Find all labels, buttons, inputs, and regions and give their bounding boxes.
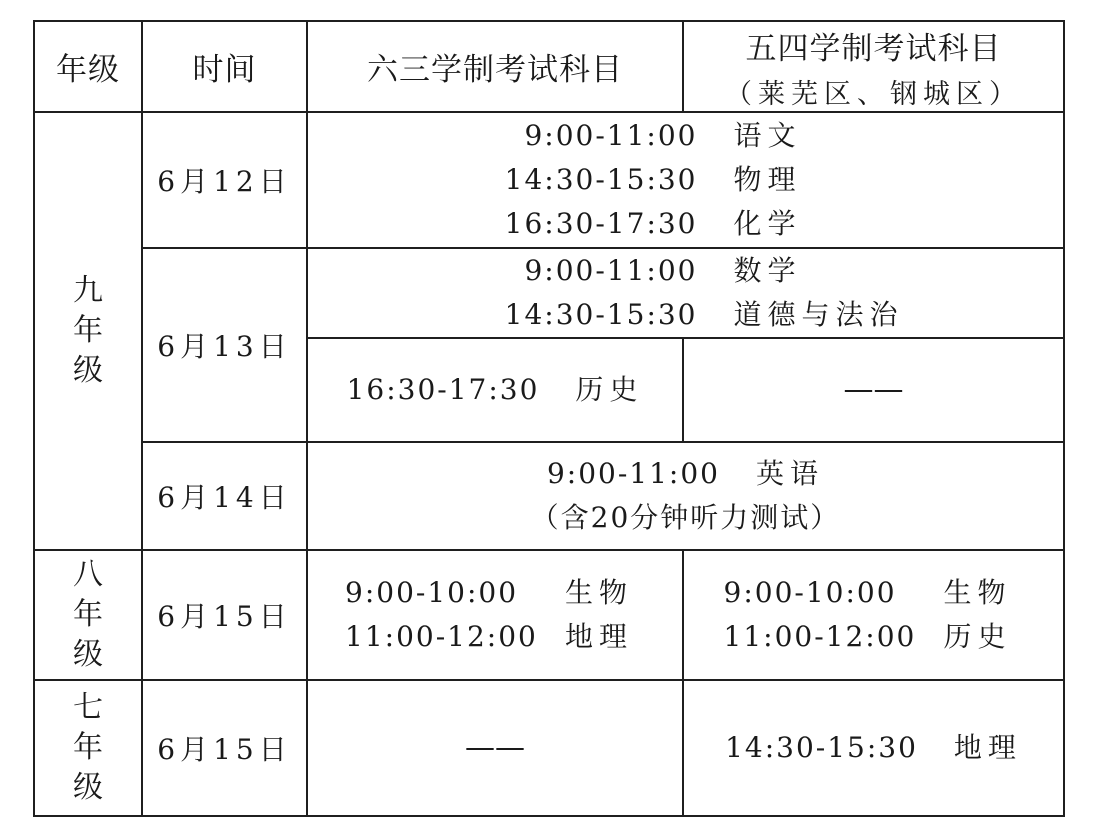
exam-time: 9:00-10:00 xyxy=(345,576,519,609)
date-cell: 6月12日 xyxy=(142,112,307,248)
grade-char: 级 xyxy=(73,770,103,805)
schedule-line xyxy=(308,202,1063,246)
grade-char: 七 xyxy=(73,690,103,725)
five-four-subject-cell xyxy=(683,550,1064,680)
exam-time: 16:30-17:30 xyxy=(346,373,540,406)
header-six-three: 六三学制考试科目 xyxy=(307,21,683,112)
six-three-subject-cell xyxy=(307,550,683,680)
grade-seven-cell xyxy=(34,680,142,816)
date-cell: 6月15日 xyxy=(142,550,307,680)
schedule-line xyxy=(308,368,682,412)
exam-subject: 物理 xyxy=(733,163,802,196)
exam-time: 16:30-17:30 xyxy=(504,207,698,240)
exam-time: 9:00-10:00 xyxy=(723,576,897,609)
exam-subject: 数学 xyxy=(733,254,802,287)
exam-schedule xyxy=(33,20,1065,817)
exam-time: 14:30-15:30 xyxy=(725,731,918,764)
schedule-line xyxy=(684,615,1063,659)
exam-note: （含20分钟听力测试） xyxy=(530,501,841,534)
exam-time: 9:00-11:00 xyxy=(524,254,698,287)
schedule-line xyxy=(308,249,1063,293)
five-four-subject-cell xyxy=(683,680,1064,816)
grade-char: 级 xyxy=(73,353,103,388)
date-cell: 6月15日 xyxy=(142,680,307,816)
exam-subject: 道德与法治 xyxy=(733,298,904,331)
table-row xyxy=(34,680,1064,816)
schedule-line xyxy=(308,114,1063,158)
six-three-subject-cell xyxy=(307,338,683,442)
shared-subject-cell xyxy=(307,248,1064,338)
table-row xyxy=(34,248,1064,338)
grade-char: 年 xyxy=(73,597,103,632)
grade-eight-cell xyxy=(34,550,142,680)
header-grade: 年级 xyxy=(34,21,142,112)
six-three-empty-cell: —— xyxy=(307,680,683,816)
schedule-line xyxy=(308,571,682,615)
five-four-empty-cell: —— xyxy=(683,338,1064,442)
header-time: 时间 xyxy=(142,21,307,112)
exam-subject: 历史 xyxy=(943,620,1012,653)
schedule-line xyxy=(308,158,1063,202)
exam-subject: 地理 xyxy=(953,731,1022,764)
exam-subject: 历史 xyxy=(575,373,644,406)
schedule-line xyxy=(308,615,682,659)
grade-char: 年 xyxy=(73,730,103,765)
exam-time: 9:00-11:00 xyxy=(524,119,698,152)
schedule-line xyxy=(684,726,1063,770)
exam-time: 11:00-12:00 xyxy=(723,620,917,653)
shared-subject-cell xyxy=(307,112,1064,248)
grade-char: 九 xyxy=(73,273,103,308)
exam-subject: 生物 xyxy=(565,576,634,609)
header-row xyxy=(34,21,1064,112)
grade-char: 级 xyxy=(73,637,103,672)
table-row xyxy=(34,550,1064,680)
exam-subject: 地理 xyxy=(565,620,634,653)
date-cell: 6月14日 xyxy=(142,442,307,550)
exam-schedule-table xyxy=(33,20,1065,817)
exam-time: 11:00-12:00 xyxy=(345,620,538,653)
exam-time: 9:00-11:00 xyxy=(546,457,720,490)
grade-char: 八 xyxy=(73,557,103,592)
header-five-four-title: 五四学制考试科目 xyxy=(745,30,1002,67)
grade-nine-cell xyxy=(34,112,142,550)
grade-char: 年 xyxy=(73,313,103,348)
schedule-line xyxy=(308,293,1063,337)
exam-subject: 化学 xyxy=(733,207,802,240)
exam-time: 14:30-15:30 xyxy=(504,163,698,196)
exam-subject: 英语 xyxy=(756,457,825,490)
header-five-four-note: （莱芜区、钢城区） xyxy=(725,78,1022,110)
exam-subject: 语文 xyxy=(733,119,802,152)
shared-subject-cell xyxy=(307,442,1064,550)
exam-time: 14:30-15:30 xyxy=(504,298,698,331)
table-row xyxy=(34,442,1064,550)
table-row xyxy=(34,112,1064,248)
header-five-four xyxy=(683,21,1064,112)
schedule-line xyxy=(308,452,1063,496)
schedule-line xyxy=(684,571,1063,615)
date-cell: 6月13日 xyxy=(142,248,307,442)
exam-subject: 生物 xyxy=(943,576,1012,609)
